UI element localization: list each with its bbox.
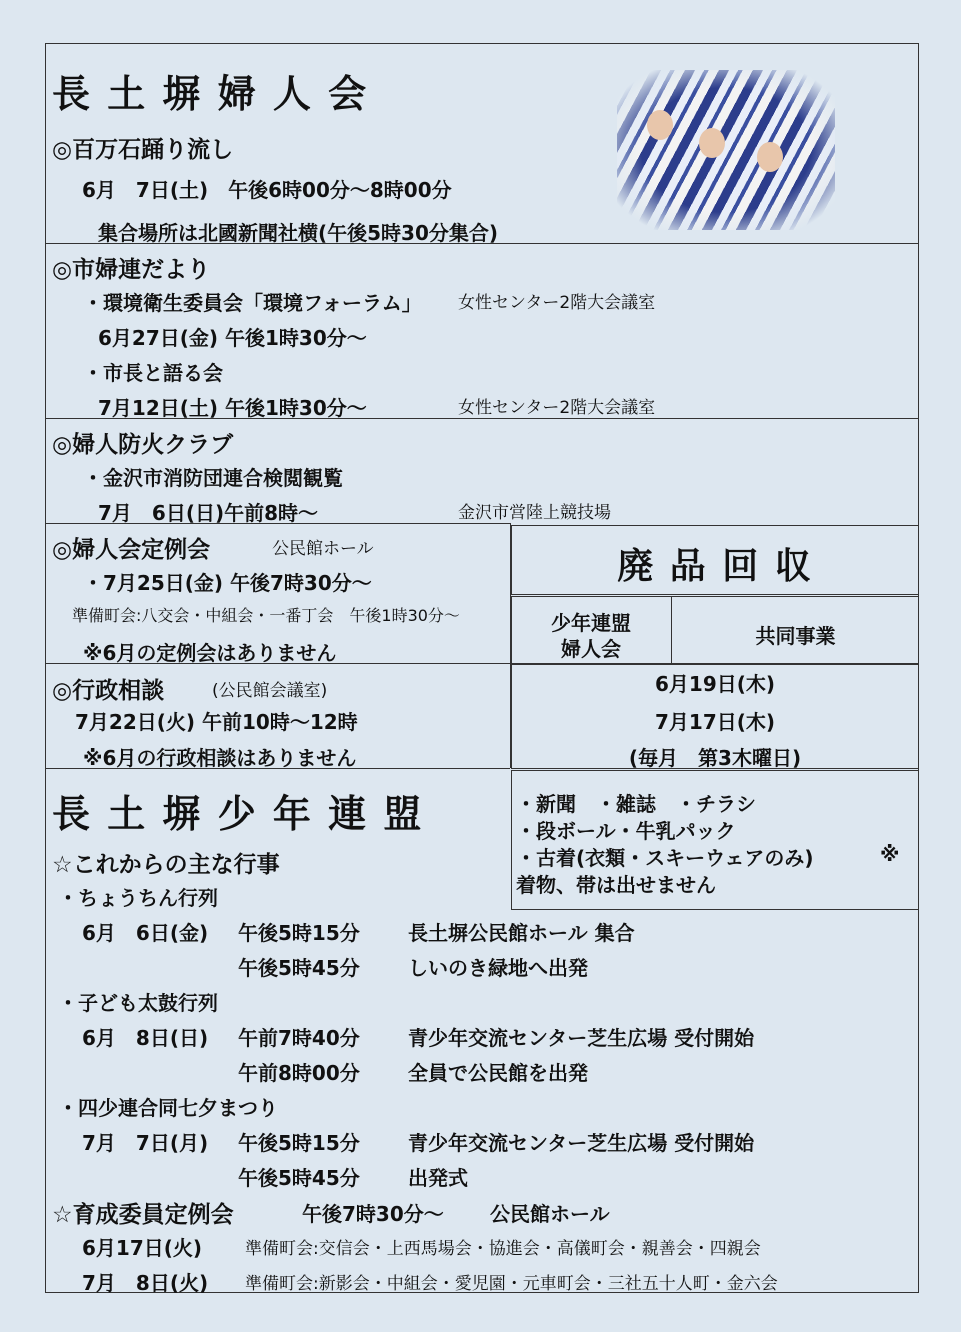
haihin-item2: ・段ボール・牛乳パック [516,819,736,843]
haihin-joint: 共同事業 [755,624,836,648]
taiko-desc1: 青少年交流センター芝生広場 受付開始 [408,1026,755,1050]
taiko-date: 6月 8日(日) [82,1026,209,1050]
odori-gather: 集合場所は北國新聞社横(午後5時30分集合) [98,221,499,245]
ikusei-prep2: 準備町会:新影会・中組会・愛児園・元車町会・三社五十人町・金六会 [245,1274,778,1294]
shifuren-item1-label: ・環境衛生委員会「環境フォーラム」 [83,291,422,315]
photo-figure [757,142,783,172]
haihin-item1: ・新聞 ・雑誌 ・チラシ [516,792,756,816]
dance-photo [617,70,835,230]
teireikai-place: 公民館ホール [272,539,374,559]
shifuren-item1-date: 6月27日(金) 午後1時30分～ [98,326,367,350]
taiko-desc2: 全員で公民館を出発 [408,1061,588,1085]
chouchin-time2: 午後5時45分 [238,956,360,980]
haihin-date1: 6月19日(木) [654,672,776,696]
shifuren-item2-date: 7月12日(土) 午後1時30分～ [98,396,367,420]
shounen-title: 長 土 塀 少 年 連 盟 [52,792,424,836]
gyousei-place: (公民館会議室) [212,681,328,701]
ikusei-place: 公民館ホール [490,1202,610,1226]
photo-figure [699,128,725,158]
haihin-date3: (毎月 第3木曜日) [628,746,802,770]
tanabata-label: ・四少連合同七夕まつり [58,1096,278,1120]
tanabata-date: 7月 7日(月) [82,1131,209,1155]
bouka-item-date: 7月 6日(日)午前8時～ [98,501,319,525]
tanabata-desc1: 青少年交流センター芝生広場 受付開始 [408,1131,755,1155]
haihin-org2: 婦人会 [561,637,621,661]
teireikai-heading: ◎婦人会定例会 [52,537,211,563]
taiko-time1: 午前7時40分 [238,1026,360,1050]
teireikai-date: ・7月25日(金) 午後7時30分～ [83,571,372,595]
events-heading: ☆これからの主な行事 [52,852,280,878]
haihin-org1: 少年連盟 [551,611,631,635]
gyousei-note: ※6月の行政相談はありません [83,746,357,770]
fujinkai-title: 長 土 塀 婦 人 会 [52,72,369,116]
taiko-label: ・子ども太鼓行列 [58,991,218,1015]
gyousei-heading: ◎行政相談 [52,678,165,704]
chouchin-label: ・ちょうちん行列 [58,886,218,910]
odori-date: 6月 7日(土) 午後6時00分～8時00分 [82,178,452,202]
chouchin-desc1: 長土塀公民館ホール 集合 [408,921,635,945]
photo-figure [647,110,673,140]
bouka-item-place: 金沢市営陸上競技場 [458,503,611,523]
taiko-time2: 午前8時00分 [238,1061,360,1085]
haihin-title: 廃 品 回 収 [617,546,813,587]
haihin-mark: ※ [880,842,900,866]
ikusei-time: 午後7時30分～ [302,1202,444,1226]
ikusei-date2: 7月 8日(火) [82,1271,209,1295]
odori-heading: ◎百万石踊り流し [52,137,234,163]
shifuren-item2-label: ・市長と語る会 [83,361,223,385]
shifuren-item2-place: 女性センター2階大会議室 [458,398,656,418]
gyousei-date: 7月22日(火) 午前10時～12時 [75,710,358,734]
chouchin-date: 6月 6日(金) [82,921,209,945]
tanabata-desc2: 出発式 [408,1166,468,1190]
shifuren-item1-place: 女性センター2階大会議室 [458,293,656,313]
ikusei-prep1: 準備町会:交信会・上西馬場会・協進会・高儀町会・親善会・四親会 [245,1239,761,1259]
tanabata-time2: 午後5時45分 [238,1166,360,1190]
tanabata-time1: 午後5時15分 [238,1131,360,1155]
haihin-item3: ・古着(衣類・スキーウェアのみ) [516,846,814,870]
shifuren-heading: ◎市婦連だより [52,257,211,283]
bouka-heading: ◎婦人防火クラブ [52,432,234,458]
bouka-item-label: ・金沢市消防団連合検閲観覧 [83,466,343,490]
teireikai-note: ※6月の定例会はありません [83,641,337,665]
ikusei-heading: ☆育成委員定例会 [52,1202,234,1228]
haihin-date2: 7月17日(木) [654,710,776,734]
haihin-item4: 着物、帯は出せません [516,873,716,897]
chouchin-desc2: しいのき緑地へ出発 [408,956,588,980]
teireikai-prep: 準備町会:八交会・中組会・一番丁会 午後1時30分～ [72,606,460,625]
chouchin-time1: 午後5時15分 [238,921,360,945]
ikusei-date1: 6月17日(火) [82,1236,203,1260]
